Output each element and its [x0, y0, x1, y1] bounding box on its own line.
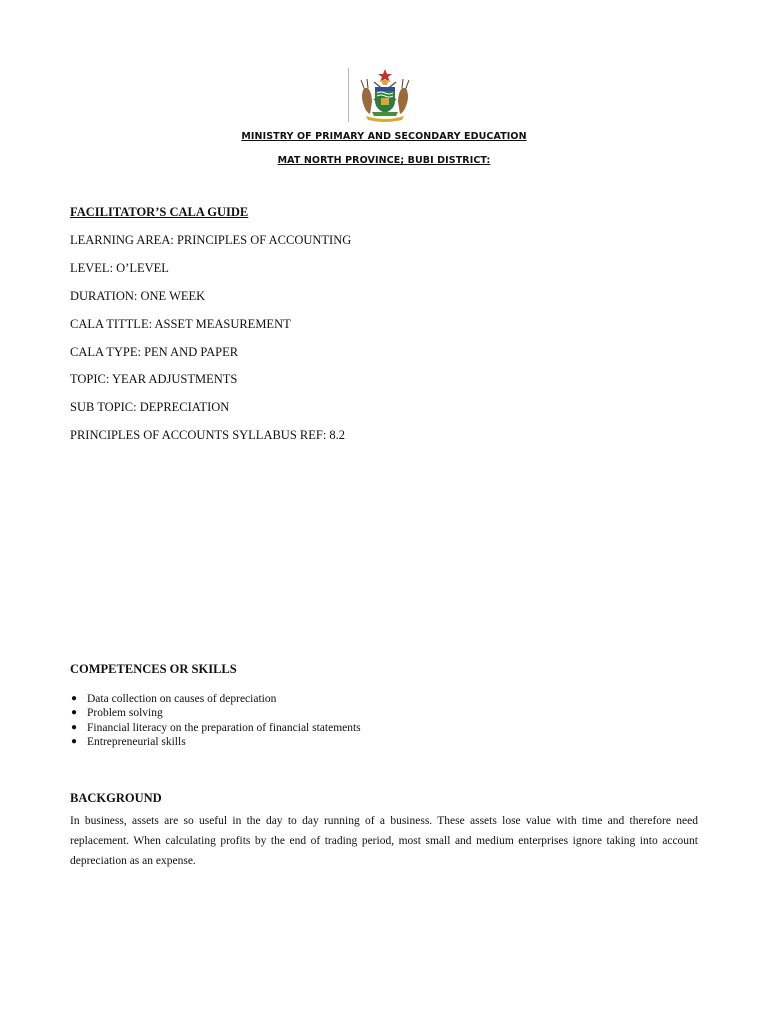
- ministry-heading: MINISTRY OF PRIMARY AND SECONDARY EDUCATION: [241, 131, 527, 142]
- list-item-text: Problem solving: [87, 707, 163, 720]
- syllabus-ref-line: PRINCIPLES OF ACCOUNTS SYLLABUS REF: 8.2: [70, 428, 346, 442]
- level-line: LEVEL: O’LEVEL: [70, 261, 169, 275]
- coat-of-arms-emblem: [346, 66, 420, 124]
- bullet-icon: ●: [71, 707, 78, 719]
- background-paragraph: In business, assets are so useful in the day to day running of a business. These assets lose value with time and therefore need replacement. When calculating profits by the end of trading period, most small and medium enterprises ignore taking into account depreciation as an expense.: [70, 815, 698, 867]
- bullet-icon: ●: [71, 693, 78, 704]
- list-item-text: Financial literacy on the preparation of financial statements: [87, 721, 361, 734]
- emblem-divider-line: [348, 68, 349, 122]
- cala-type-line: CALA TYPE: PEN AND PAPER: [70, 345, 239, 359]
- list-item-text: Entrepreneurial skills: [87, 735, 186, 748]
- province-district-heading: MAT NORTH PROVINCE; BUBI DISTRICT:: [277, 155, 491, 166]
- list-item: [70, 735, 361, 749]
- bullet-icon: ●: [71, 735, 78, 747]
- competences-heading: COMPETENCES OR SKILLS: [70, 662, 237, 676]
- background-heading: BACKGROUND: [70, 791, 162, 805]
- coat-of-arms-icon: [352, 66, 418, 124]
- topic-line: TOPIC: YEAR ADJUSTMENTS: [70, 372, 238, 386]
- learning-area-line: LEARNING AREA: PRINCIPLES OF ACCOUNTING: [70, 233, 352, 247]
- cala-title-line: CALA TITTLE: ASSET MEASUREMENT: [70, 317, 291, 331]
- sub-topic-line: SUB TOPIC: DEPRECIATION: [70, 400, 230, 414]
- list-item: [70, 692, 361, 706]
- list-item-text: Data collection on causes of depreciation: [87, 693, 277, 705]
- duration-line: DURATION: ONE WEEK: [70, 289, 206, 303]
- guide-title: FACILITATOR’S CALA GUIDE: [70, 205, 249, 219]
- list-item: [70, 721, 361, 735]
- list-item: [70, 706, 361, 720]
- bullet-icon: ●: [71, 721, 78, 733]
- competences-list: [70, 692, 361, 749]
